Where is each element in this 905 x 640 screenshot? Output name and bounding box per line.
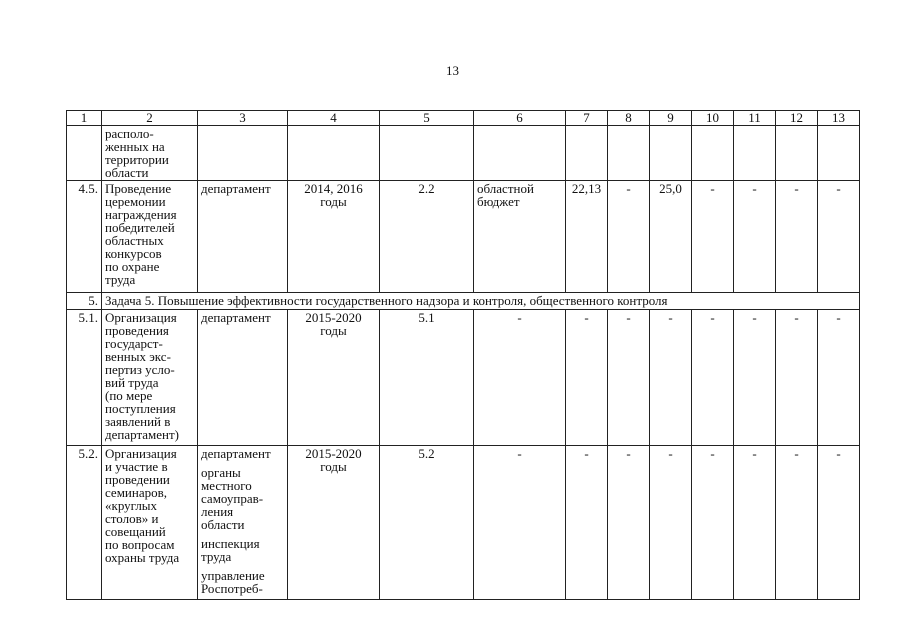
executor-cell: департамент	[198, 310, 288, 446]
value-cell: -	[776, 310, 818, 446]
row-number: 5.2.	[67, 446, 102, 600]
executor-cell	[198, 446, 288, 600]
value-cell: -	[608, 181, 650, 293]
value-cell	[818, 126, 860, 181]
table-row-5-2	[67, 446, 860, 600]
code-cell	[380, 126, 474, 181]
value-cell	[734, 126, 776, 181]
column-number-cell: 13	[818, 111, 860, 126]
executor-line: инспекция труда	[201, 536, 260, 564]
measure-name: располо- женных на территории области	[102, 126, 198, 181]
column-number-cell: 9	[650, 111, 692, 126]
task-title: Задача 5. Повышение эффективности государственного надзора и контроля, общественного контроля	[102, 293, 860, 310]
measure-name: Проведение церемонии награждения победителей областных конкурсов по охране труда	[102, 181, 198, 293]
table-row-continuation	[67, 126, 860, 181]
value-cell: -	[566, 446, 608, 600]
value-cell: -	[608, 446, 650, 600]
source-cell	[474, 126, 566, 181]
value-cell: -	[692, 181, 734, 293]
column-number-cell: 3	[198, 111, 288, 126]
column-number-cell: 5	[380, 111, 474, 126]
value-cell: -	[776, 446, 818, 600]
value-cell	[566, 126, 608, 181]
column-number-row	[67, 111, 860, 126]
source-cell: -	[474, 446, 566, 600]
column-number-cell: 11	[734, 111, 776, 126]
executor-line: департамент	[201, 446, 271, 461]
table-row-4-5	[67, 181, 860, 293]
measure-name: Организация и участие в проведении семинаров, «круглых столов» и совещаний по вопросам охраны труда	[102, 446, 198, 600]
column-number-cell: 8	[608, 111, 650, 126]
value-cell: -	[566, 310, 608, 446]
code-cell: 5.2	[380, 446, 474, 600]
value-cell: -	[692, 446, 734, 600]
value-cell: -	[650, 310, 692, 446]
column-number-cell: 6	[474, 111, 566, 126]
value-cell: -	[734, 181, 776, 293]
value-cell: -	[818, 310, 860, 446]
value-cell: -	[818, 446, 860, 600]
program-table	[66, 110, 860, 600]
row-number: 5.	[67, 293, 102, 310]
row-number	[67, 126, 102, 181]
value-cell	[608, 126, 650, 181]
executor-line: органы местного самоуправ- ления области	[201, 465, 264, 532]
value-cell: -	[818, 181, 860, 293]
value-cell: -	[692, 310, 734, 446]
code-cell: 5.1	[380, 310, 474, 446]
value-cell: -	[650, 446, 692, 600]
code-cell: 2.2	[380, 181, 474, 293]
column-number-cell: 2	[102, 111, 198, 126]
value-cell: 22,13	[566, 181, 608, 293]
value-cell: -	[608, 310, 650, 446]
period-cell: 2014, 2016 годы	[288, 181, 380, 293]
executor-cell	[198, 126, 288, 181]
executor-cell: департамент	[198, 181, 288, 293]
value-cell: 25,0	[650, 181, 692, 293]
value-cell	[692, 126, 734, 181]
measure-name: Организация проведения государст- венных экс- пертиз усло- вий труда (по мере поступления заявлений в департамент)	[102, 310, 198, 446]
value-cell: -	[734, 310, 776, 446]
page-number: 13	[446, 63, 459, 78]
value-cell: -	[776, 181, 818, 293]
value-cell: -	[734, 446, 776, 600]
row-number: 5.1.	[67, 310, 102, 446]
row-number: 4.5.	[67, 181, 102, 293]
column-number-cell: 12	[776, 111, 818, 126]
period-cell: 2015-2020 годы	[288, 446, 380, 600]
column-number-cell: 1	[67, 111, 102, 126]
value-cell	[776, 126, 818, 181]
column-number-cell: 7	[566, 111, 608, 126]
source-cell: -	[474, 310, 566, 446]
table-row-5-1	[67, 310, 860, 446]
task-row-5	[67, 293, 860, 310]
period-cell: 2015-2020 годы	[288, 310, 380, 446]
column-number-cell: 4	[288, 111, 380, 126]
value-cell	[650, 126, 692, 181]
column-number-cell: 10	[692, 111, 734, 126]
source-cell: областной бюджет	[474, 181, 566, 293]
executor-line: управление Роспотреб-	[201, 568, 265, 596]
period-cell	[288, 126, 380, 181]
